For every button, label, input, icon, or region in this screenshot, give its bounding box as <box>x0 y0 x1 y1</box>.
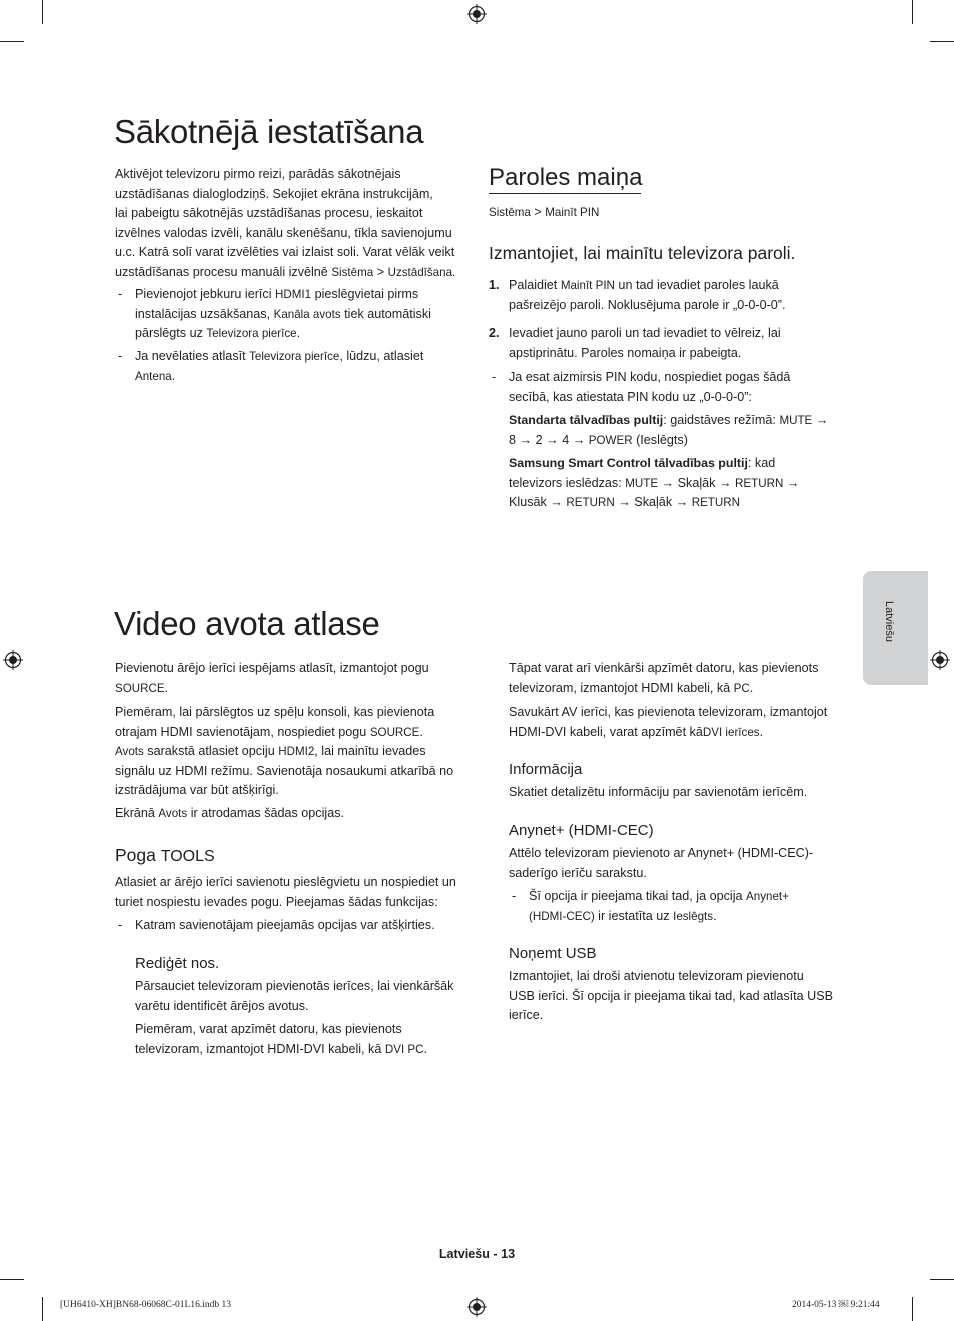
text-line: Attēlo televizoram pievienoto ar Anynet+ (HDMI-CEC)- <box>509 846 814 860</box>
text: pieslēgvietai pirms <box>311 287 419 301</box>
text-line: u.c. Katrā solī varat izvēlēties vai izlaist soli. Varat vēlāk veikt <box>115 245 455 259</box>
source-paragraph-3 <box>115 804 475 824</box>
step-2 <box>509 324 849 363</box>
print-footer-right: 2014-05-13 ￼ 9:21:44 <box>792 1300 880 1310</box>
information-text: Skatiet detalizētu informāciju par savienotām ierīcēm. <box>509 785 808 799</box>
text-line <box>135 347 475 367</box>
smart-control-sequence <box>509 454 849 513</box>
text: instalācijas uzsākšanas, <box>135 306 274 321</box>
menu-keyword: PC <box>733 681 750 695</box>
crop-mark <box>0 1279 24 1280</box>
step-1 <box>509 276 849 315</box>
menu-keyword: Avots <box>115 745 144 758</box>
text: (Ieslēgts) <box>632 432 688 447</box>
breadcrumb-separator: > <box>530 205 546 219</box>
breadcrumb-item: Mainīt PIN <box>545 206 600 219</box>
text: Palaidiet <box>509 278 561 292</box>
text: Klusāk → <box>509 495 567 509</box>
text: . <box>759 724 764 739</box>
text: → <box>812 413 829 427</box>
bold-label: Standarta tālvadības pultij <box>509 413 664 427</box>
menu-keyword: Antena <box>135 369 172 383</box>
text-line <box>115 742 475 762</box>
button-keyword: RETURN <box>691 496 741 509</box>
text-line <box>135 305 475 325</box>
menu-keyword: Mainīt PIN <box>560 279 615 292</box>
crop-mark <box>912 0 913 24</box>
source-paragraph-1 <box>115 659 475 698</box>
text: ir iestatīta uz <box>594 908 674 923</box>
text-line <box>115 679 475 699</box>
text-line: Pievienotu ārējo ierīci iespējams atlasīt, izmantojot pogu <box>115 661 429 675</box>
menu-keyword: Televizora pierīce <box>206 327 297 340</box>
text-line: apstiprinātu. Paroles nomaiņa ir pabeigta. <box>509 345 742 360</box>
print-footer-left: [UH6410-XH]BN68-06068C-01L16.indb 13 <box>60 1300 231 1310</box>
text-line <box>509 723 854 743</box>
text: : kad <box>747 456 776 470</box>
bullet-hdmi1-note <box>135 285 475 344</box>
text: otrajam HDMI savienotājam, nospiediet pogu <box>115 724 370 739</box>
button-keyword: SOURCE <box>115 681 165 695</box>
menu-keyword: Sistēma <box>331 265 374 279</box>
breadcrumb-item: Sistēma <box>489 206 531 219</box>
menu-keyword: (HDMI-CEC) <box>529 909 595 923</box>
menu-keyword: Kanāla avots <box>273 307 341 321</box>
bullet-dash: - <box>118 349 123 363</box>
registration-mark-icon <box>930 650 950 670</box>
text-line: varētu identificēt ārējos avotus. <box>135 998 309 1013</box>
tools-bullet: Katram savienotājam pieejamās opcijas var atšķirties. <box>135 918 435 932</box>
breadcrumb <box>489 203 599 223</box>
source-paragraph-2 <box>115 703 475 801</box>
text-line: Piemēram, lai pārslēgtos uz spēļu konsoli, kas pievienota <box>115 705 435 719</box>
text: > <box>373 264 388 279</box>
rename-paragraph-3 <box>509 659 854 698</box>
step-number: 2. <box>489 326 500 340</box>
text-line: uzstādīšanas dialoglodziņš. Sekojiet ekrāna instrukcijām, <box>115 186 433 201</box>
option-title-remove-usb: Noņemt USB <box>509 945 597 962</box>
text: Šī opcija ir pieejama tikai tad, ja opcija <box>529 889 747 903</box>
crop-mark <box>0 41 24 42</box>
subsection-title-tools <box>115 845 215 866</box>
section-title-initial-setup: Sākotnējā iestatīšana <box>114 113 424 150</box>
text: . <box>296 326 301 340</box>
button-keyword: RETURN <box>735 476 784 490</box>
text-line: Piemēram, varat apzīmēt datoru, kas pievienots <box>135 1022 402 1036</box>
text: tiek automātiski <box>340 306 431 321</box>
bullet-dash: - <box>492 370 497 384</box>
text: un tad ievadiet paroles laukā <box>614 278 779 292</box>
intro-paragraph <box>115 165 475 282</box>
text: → <box>783 475 800 490</box>
registration-mark-icon <box>467 4 487 24</box>
text-line: izvēlnes valodas izvēli, kanālu skenēšanu, tīkla savienojumu <box>115 225 452 240</box>
text-line <box>529 887 854 907</box>
language-side-tab <box>863 571 928 685</box>
crop-mark <box>930 41 954 42</box>
text: . <box>419 724 423 739</box>
text-line: secībā, kas atiestata PIN kodu uz „0-0-0-0”: <box>509 389 752 404</box>
text: . <box>423 1041 428 1056</box>
menu-keyword: HDMI1 <box>275 288 312 301</box>
rename-paragraph-4 <box>509 703 854 742</box>
text-line: Ievadiet jauno paroli un tad ievadiet to vēlreiz, lai <box>509 326 781 340</box>
text: televizors ieslēdzas: <box>509 475 626 490</box>
text-line <box>115 263 475 283</box>
bold-label: Samsung Smart Control tālvadības pultij <box>509 456 748 470</box>
text-line: Ja esat aizmirsis PIN kodu, nospiediet pogas šādā <box>509 370 791 384</box>
text: . <box>713 908 717 923</box>
menu-keyword: Avots <box>158 807 188 820</box>
text-line: izstrādājuma var būt atšķirīgi. <box>115 783 279 797</box>
text: Poga <box>115 845 161 865</box>
bullet-dash: - <box>118 918 123 932</box>
menu-keyword: HDMI2 <box>278 745 315 758</box>
text: Ekrānā <box>115 806 159 820</box>
option-title-anynet: Anynet+ (HDMI-CEC) <box>509 822 654 839</box>
text: televizoram, izmantojot HDMI kabeli, kā <box>509 680 734 695</box>
standard-remote-sequence <box>509 411 849 450</box>
text-line: Izmantojiet, lai droši atvienotu televizoram pievienotu <box>509 969 804 983</box>
registration-mark-icon <box>467 1297 487 1317</box>
text-line <box>509 431 849 451</box>
menu-keyword: Uzstādīšana <box>387 265 453 279</box>
remove-usb-text <box>509 967 854 1026</box>
text-line <box>509 411 849 431</box>
title-underline <box>489 193 641 194</box>
rename-paragraph-2 <box>135 1020 475 1059</box>
text-line <box>135 285 475 305</box>
text-line: USB ierīci. Šī opcija ir pieejama tikai tad, kad atlasīta USB <box>509 988 834 1003</box>
text-line: Pārsauciet televizoram pievienotās ierīces, lai vienkāršāk <box>135 979 454 993</box>
text: pārslēgts uz <box>135 326 207 340</box>
crop-mark <box>42 0 43 24</box>
menu-keyword: Televizora pierīce <box>249 350 340 363</box>
section-title-source-selection: Video avota atlase <box>114 605 380 642</box>
option-title-rename: Rediģēt nos. <box>135 955 220 972</box>
button-keyword: MUTE <box>779 414 813 427</box>
text: → Skaļāk → <box>614 495 692 509</box>
option-title-information: Informācija <box>509 761 583 778</box>
rename-paragraph-1 <box>135 977 475 1016</box>
text-line <box>509 493 849 513</box>
bullet-dash: - <box>512 889 517 903</box>
text-line <box>509 474 849 494</box>
button-keyword: RETURN <box>566 496 615 509</box>
text-line: signālu uz HDMI režīmu. Savienotāja nosaukumi atkarībā no <box>115 763 454 778</box>
crop-mark <box>912 1297 913 1321</box>
text-line: turiet nospiestu ievades pogu. Pieejamas šādas funkcijas: <box>115 894 438 909</box>
text-line <box>509 276 849 296</box>
text: 8 → 2 → 4 → <box>509 432 589 447</box>
anynet-text <box>509 844 854 883</box>
step-number: 1. <box>489 278 500 292</box>
menu-keyword: DVI ierīces <box>702 725 760 739</box>
text-line: saderīgo ierīču sarakstu. <box>509 865 647 880</box>
text-line: lai pabeigtu sākotnējās uzstādīšanas procesu, ieskaitot <box>115 206 423 220</box>
button-keyword: TOOLS <box>160 848 215 865</box>
pin-reset-note <box>509 368 849 407</box>
text: . <box>164 680 169 695</box>
tools-paragraph <box>115 873 475 912</box>
text-line <box>509 454 849 474</box>
text: ir atrodamas šādas opcijas. <box>187 806 344 820</box>
bullet-antenna-note <box>135 347 475 386</box>
button-keyword: POWER <box>588 433 633 447</box>
text: uzstādīšanas procesu manuāli izvēlnē <box>115 264 332 279</box>
page-number: Latviešu - 13 <box>438 1247 516 1261</box>
text-line <box>135 324 475 344</box>
bullet-dash: - <box>118 287 123 301</box>
registration-mark-icon <box>3 650 23 670</box>
text-line <box>135 367 475 387</box>
text-line <box>115 723 475 743</box>
text-line: pašreizējo paroli. Noklusējuma parole ir „0-0-0-0”. <box>509 297 786 312</box>
text: Pievienojot jebkuru ierīci <box>135 287 276 301</box>
text-line <box>529 907 854 927</box>
menu-keyword: Ieslēgts <box>673 909 714 923</box>
text-line <box>135 1040 475 1060</box>
text: . <box>452 264 456 279</box>
text-line: Savukārt AV ierīci, kas pievienota televizoram, izmantojot <box>509 705 828 719</box>
text: HDMI-DVI kabeli, varat apzīmēt kā <box>509 724 703 739</box>
text: . <box>171 368 176 383</box>
text: : gaidstāves režīmā: <box>663 413 780 427</box>
text: . <box>749 680 754 695</box>
text: televizoram, izmantojot HDMI-DVI kabeli, kā <box>135 1041 385 1056</box>
crop-mark <box>42 1297 43 1321</box>
text-line: Atlasiet ar ārējo ierīci savienotu pieslēgvietu un nospiediet un <box>115 875 456 889</box>
anynet-bullet <box>529 887 854 926</box>
text-line: Tāpat varat arī vienkārši apzīmēt datoru, kas pievienots <box>509 661 819 675</box>
text: , lūdzu, atlasiet <box>339 349 424 363</box>
button-keyword: SOURCE <box>369 725 420 739</box>
section-title-password-change: Paroles maiņa <box>489 164 643 191</box>
text-line: Aktivējot televizoru pirmo reizi, parādās sākotnējais <box>115 167 401 181</box>
menu-keyword: DVI PC <box>384 1042 424 1056</box>
subsection-title: Izmantojiet, lai mainītu televizora paroli. <box>489 243 796 263</box>
text: sarakstā atlasiet opciju <box>143 744 279 758</box>
text-line <box>509 679 854 699</box>
text: Ja nevēlaties atlasīt <box>135 349 250 363</box>
text: → Skaļāk → <box>658 475 736 490</box>
text-line: ierīce. <box>509 1008 544 1022</box>
menu-keyword: Anynet+ <box>746 890 789 903</box>
crop-mark <box>930 1279 954 1280</box>
language-tab-label: Latviešu <box>883 601 895 642</box>
button-keyword: MUTE <box>625 476 659 490</box>
text: , lai mainītu ievades <box>314 744 426 758</box>
